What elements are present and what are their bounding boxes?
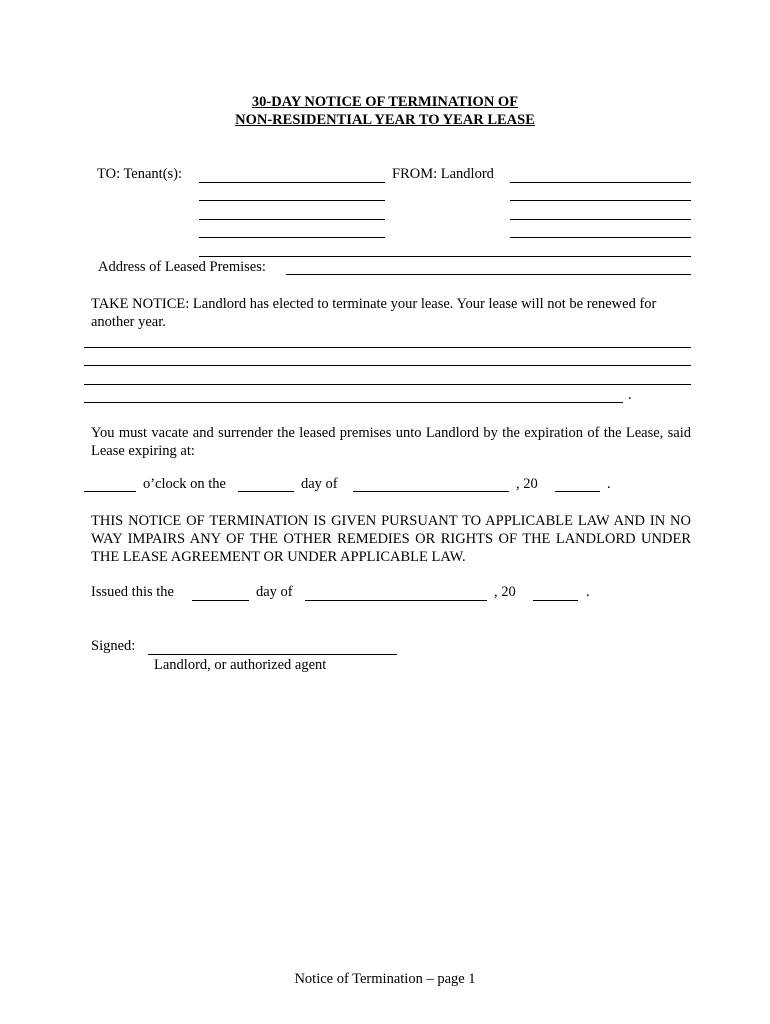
issued-end-period: . [586, 584, 590, 600]
legal-notice-text: THIS NOTICE OF TERMINATION IS GIVEN PURSUANT TO APPLICABLE LAW AND IN NO WAY IMPAIRS ANY OF THE OTHER REMEDIES OR RIGHTS OF THE LANDLORD UNDER THE LEASE AGREEMENT OR UNDER APPLICABLE LAW. [91, 513, 691, 565]
signature-line[interactable] [148, 654, 397, 655]
issued-day-of-label: day of [256, 584, 293, 600]
vacate-text: You must vacate and surrender the leased premises unto Landlord by the expiration of the Lease, said Lease expiring at: [91, 425, 691, 459]
issued-year-line[interactable] [533, 600, 578, 601]
tenant-label: TO: Tenant(s): [97, 166, 183, 182]
notice-line-4[interactable] [84, 402, 623, 403]
tenant-name-line-4[interactable] [199, 237, 385, 238]
notice-line-3[interactable] [84, 384, 691, 385]
address-line[interactable] [286, 274, 691, 275]
signed-label: Signed: [91, 638, 136, 654]
document-title-line-1: 30-DAY NOTICE OF TERMINATION OF [251, 94, 519, 110]
tenant-name-line-2[interactable] [199, 200, 385, 201]
parties-extra-line[interactable] [199, 256, 691, 257]
expiry-year-prefix: , 20 [516, 476, 538, 492]
take-notice-text: TAKE NOTICE: Landlord has elected to terminate your lease. Your lease will not be renewed for another year. [91, 296, 657, 330]
signature-caption: Landlord, or authorized agent [154, 657, 327, 673]
tenant-name-line-3[interactable] [199, 219, 385, 220]
notice-line-1[interactable] [84, 347, 691, 348]
issued-month-line[interactable] [305, 600, 487, 601]
issued-label: Issued this the [91, 584, 174, 600]
expiry-hour-line[interactable] [84, 491, 136, 492]
tenant-name-line-1[interactable] [199, 182, 385, 183]
expiry-day-line[interactable] [238, 491, 294, 492]
expiry-end-period: . [607, 476, 611, 492]
landlord-label: FROM: Landlord [392, 166, 494, 182]
expiry-year-line[interactable] [555, 491, 600, 492]
landlord-name-line-3[interactable] [510, 219, 691, 220]
document-title-line-2: NON-RESIDENTIAL YEAR TO YEAR LEASE [235, 112, 535, 128]
address-label: Address of Leased Premises: [98, 259, 266, 275]
page-footer: Notice of Termination – page 1 [294, 971, 476, 987]
expiry-month-line[interactable] [353, 491, 509, 492]
issued-day-line[interactable] [192, 600, 249, 601]
notice-line-2[interactable] [84, 365, 691, 366]
issued-year-prefix: , 20 [494, 584, 516, 600]
notice-end-period: . [628, 387, 632, 403]
landlord-name-line-4[interactable] [510, 237, 691, 238]
oclock-label: o’clock on the [143, 476, 226, 492]
expiry-day-of-label: day of [301, 476, 338, 492]
landlord-name-line-2[interactable] [510, 200, 691, 201]
landlord-name-line-1[interactable] [510, 182, 691, 183]
